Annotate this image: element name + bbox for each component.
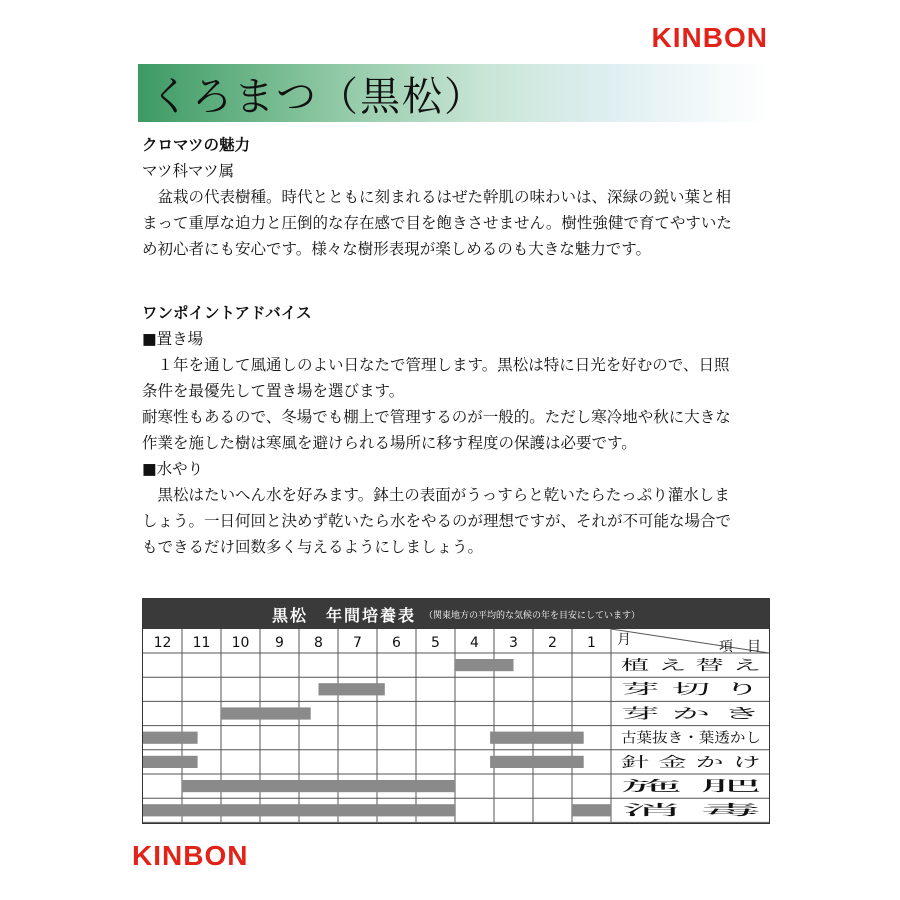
task-label: 芽 切 り	[621, 682, 761, 699]
month-label: 12	[153, 635, 172, 651]
placement-heading: ■置き場	[142, 330, 204, 348]
task-period-bar	[143, 732, 198, 744]
task-period-bar	[143, 756, 198, 768]
month-label: 2	[548, 635, 557, 651]
month-label: 8	[314, 635, 323, 651]
intro-section	[142, 132, 774, 262]
brand-logo-bottom: KINBON	[132, 840, 249, 871]
intro-line: まって重厚な迫力と圧倒的な存在感で目を飽きさせません。樹性強健で育てやすいた	[142, 214, 732, 232]
task-period-bar	[143, 804, 455, 816]
schedule-grid	[143, 629, 769, 823]
watering-line: もできるだけ回数多く与えるようにしましょう。	[142, 538, 484, 556]
intro-family: マツ科マツ属	[142, 162, 235, 180]
corner-month-label: 月	[617, 632, 631, 648]
month-label: 1	[587, 635, 596, 651]
annual-schedule-table	[142, 598, 770, 824]
month-label: 3	[509, 635, 518, 651]
intro-line: め初心者にも安心です。様々な樹形表現が楽しめるのも大きな魅力です。	[142, 240, 652, 258]
task-label: 古葉抜き・葉透かし	[621, 730, 747, 747]
task-label: 消 毒	[621, 803, 654, 820]
watering-line: 黒松はたいへん水を好みます。鉢土の表面がうっすらと乾いたらたっぷり灌水しま	[157, 486, 730, 504]
placement-line: １年を通して風通しのよい日なたで管理します。黒松は特に日光を好むので、日照	[157, 356, 730, 374]
watering-line: しょう。一日何回と決めず乾いたら水をやるのが理想ですが、それが不可能な場合で	[142, 512, 732, 530]
task-label: 芽 か き	[621, 706, 761, 723]
task-period-bar	[319, 683, 385, 695]
intro-line: 盆栽の代表樹種。時代とともに刻まれるはぜた幹肌の味わいは、深緑の鋭い葉と相	[157, 188, 732, 206]
month-label: 9	[275, 635, 284, 651]
month-label: 6	[392, 635, 401, 651]
placement-line: 条件を最優先して置き場を選びます。	[142, 382, 405, 400]
month-label: 4	[470, 635, 479, 651]
task-label: 植 え 替 え	[621, 658, 691, 674]
title-banner	[138, 64, 770, 122]
task-period-bar	[455, 659, 514, 671]
month-label: 11	[192, 635, 211, 651]
brand-logo-top: KINBON	[651, 22, 768, 53]
task-period-bar	[572, 804, 611, 816]
page-title: くろまつ（黒松）	[150, 73, 486, 120]
intro-heading: クロマツの魅力	[142, 136, 251, 154]
task-period-bar	[182, 780, 455, 792]
watering-heading: ■水やり	[142, 460, 204, 478]
task-period-bar	[490, 756, 584, 768]
schedule-title: 黒松 年間培養表	[271, 605, 416, 625]
task-label: 針 金 か け	[621, 754, 761, 771]
month-label: 10	[231, 635, 250, 651]
corner-item-label: 項 目	[719, 639, 761, 655]
placement-line: 作業を施した樹は寒風を避けられる場所に移す程度の保護は必要です。	[142, 434, 637, 452]
task-period-bar	[490, 732, 584, 744]
schedule-header	[143, 599, 769, 629]
schedule-note: （関東地方の平均的な気候の年を目安にしています）	[424, 610, 641, 621]
month-label: 5	[431, 635, 440, 651]
month-label: 7	[353, 635, 362, 651]
advice-heading: ワンポイントアドバイス	[142, 304, 312, 322]
advice-section	[142, 300, 774, 560]
placement-line: 耐寒性もあるので、冬場でも棚上で管理するのが一般的。ただし寒冷地や秋に大きな	[142, 408, 731, 426]
task-period-bar	[221, 707, 311, 719]
task-label: 施 肥	[621, 779, 761, 795]
